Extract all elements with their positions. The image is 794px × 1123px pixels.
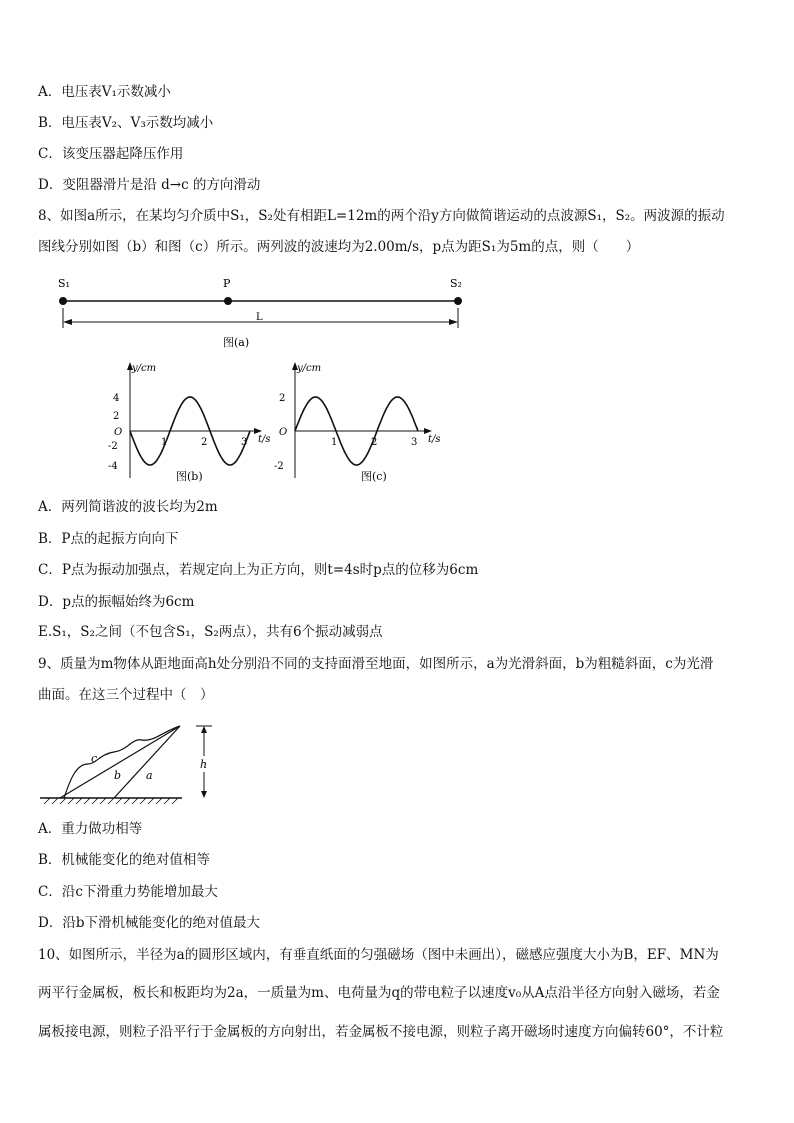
q8-option-e: E.S₁，S₂之间（不包含S₁，S₂两点），共有6个振动减弱点 xyxy=(38,624,383,640)
fig-c-ytick-2: 2 xyxy=(279,393,286,404)
p-point xyxy=(224,297,232,305)
q9-option-a: A．重力做功相等 xyxy=(38,821,143,837)
fig-b-xtick-2: 2 xyxy=(201,437,208,448)
q8-figure-b xyxy=(100,358,280,488)
fig-b-caption: 图(b) xyxy=(176,470,203,483)
q8-option-a: A．两列简谐波的波长均为2m xyxy=(38,499,218,515)
fig-a-s1-label: S₁ xyxy=(58,277,70,290)
fig-b-ytick-2: 2 xyxy=(113,411,120,422)
fig-b-ytick-neg4: -4 xyxy=(108,461,118,472)
q8-stem-line2: 图线分别如图（b）和图（c）所示。两列波的波速均为2.00m/s，p点为距S₁为5m的点，则（ ） xyxy=(38,239,640,255)
q9-option-c: C．沿c下滑重力势能增加最大 xyxy=(38,884,218,900)
q8-option-c: C．P点为振动加强点，若规定向上为正方向，则t=4s时p点的位移为6cm xyxy=(38,562,479,578)
fig-c-xtick-1: 1 xyxy=(331,437,338,448)
fig-b-xtick-3: 3 xyxy=(241,437,248,448)
slope-b xyxy=(60,726,180,798)
q10-line3: 属板接电源，则粒子沿平行于金属板的方向射出，若金属板不接电源，则粒子离开磁场时速度方向偏转60°，不计粒 xyxy=(38,1024,724,1040)
q9-option-b: B．机械能变化的绝对值相等 xyxy=(38,852,210,868)
q9-stem-line2: 曲面。在这三个过程中（ ） xyxy=(38,687,214,703)
label-h: h xyxy=(200,758,208,771)
fig-a-caption: 图(a) xyxy=(223,336,250,349)
fig-c-xtick-3: 3 xyxy=(411,437,418,448)
fig-b-xlabel: t/s xyxy=(258,434,271,445)
label-a: a xyxy=(146,769,153,782)
fig-c-xlabel: t/s xyxy=(428,434,441,445)
q8-figure-a xyxy=(50,272,470,352)
fig-b-ylabel: y/cm xyxy=(132,363,157,374)
label-b: b xyxy=(114,769,122,782)
fig-b-ytick-4: 4 xyxy=(113,393,120,404)
q9-stem-line1: 9、质量为m物体从距地面高h处分别沿不同的支持面滑至地面，如图所示，a为光滑斜面，b为粗糙斜面，c为光滑 xyxy=(38,656,714,672)
s1-point xyxy=(59,297,67,305)
q7-option-d: D．变阻器滑片是沿 d→c 的方向滑动 xyxy=(38,177,261,193)
fig-c-xtick-2: 2 xyxy=(371,437,378,448)
fig-b-xtick-1: 1 xyxy=(161,437,168,448)
fig-b-origin: O xyxy=(114,427,123,438)
fig-c-ytick-neg2: -2 xyxy=(274,461,284,472)
s2-point xyxy=(454,297,462,305)
fig-c-ylabel: y/cm xyxy=(297,363,322,374)
slope-a xyxy=(114,726,180,798)
q9-option-d: D．沿b下滑机械能变化的绝对值最大 xyxy=(38,915,260,931)
q8-figure-c xyxy=(265,358,450,488)
fig-c-caption: 图(c) xyxy=(361,470,387,483)
q10-line1: 10、如图所示，半径为a的圆形区域内，有垂直纸面的匀强磁场（图中未画出），磁感应强度大小为B，EF、MN为 xyxy=(38,947,719,963)
q7-option-a: A．电压表V₁示数减小 xyxy=(38,84,171,100)
q7-option-c: C．该变压器起降压作用 xyxy=(38,146,184,162)
fig-b-ytick-neg2: -2 xyxy=(108,441,118,452)
q10-line2: 两平行金属板，板长和板距均为2a，一质量为m、电荷量为q的带电粒子以速度v₀从A点沿半径方向射入磁场，若金 xyxy=(38,985,720,1001)
fig-a-l-label: L xyxy=(256,312,263,323)
fig-a-s2-label: S₂ xyxy=(450,277,462,290)
q9-figure xyxy=(36,720,226,808)
q8-option-d: D．p点的振幅始终为6cm xyxy=(38,594,195,610)
fig-c-origin: O xyxy=(279,427,288,438)
q7-option-b: B．电压表V₂、V₃示数均减小 xyxy=(38,115,214,131)
q8-option-b: B．P点的起振方向向下 xyxy=(38,531,179,547)
label-c: c xyxy=(91,752,98,765)
q8-stem-line1: 8、如图a所示，在某均匀介质中S₁，S₂处有相距L=12m的两个沿y方向做简谐运动的点波源S₁，S₂。两波源的振动 xyxy=(38,208,725,224)
fig-a-p-label: P xyxy=(223,277,231,290)
